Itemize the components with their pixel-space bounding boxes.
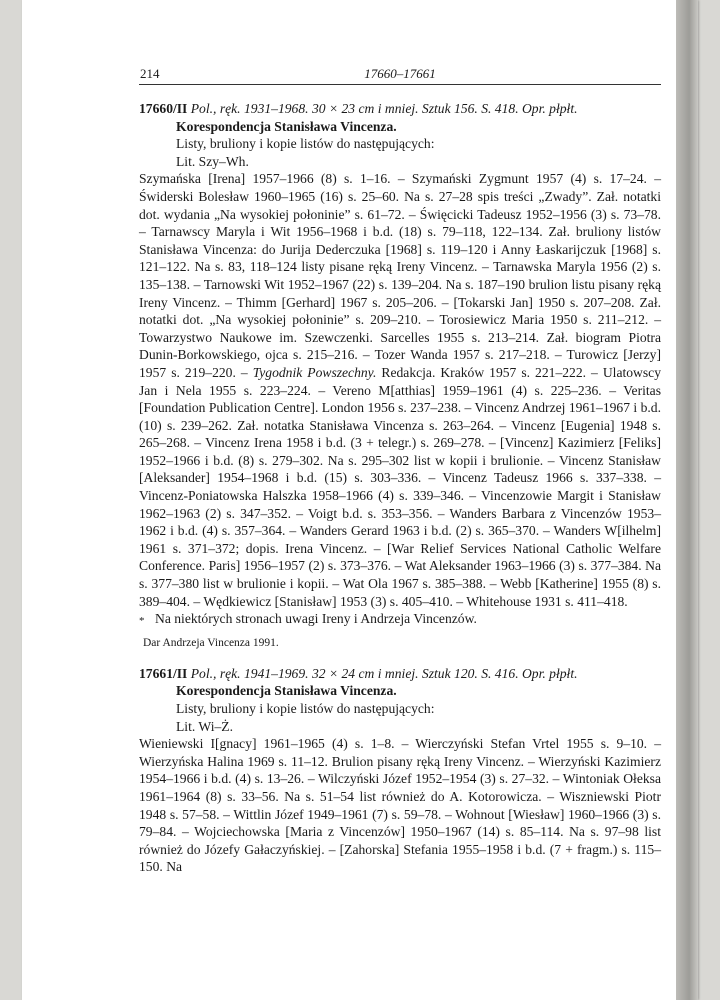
note-mark: *	[139, 615, 145, 628]
catalog-entry-17660	[139, 100, 661, 651]
running-header	[139, 66, 661, 85]
entry-subtitle: Listy, bruliony i kopie listów do następujących:	[176, 136, 435, 152]
entry-letter-range: Lit. Wi–Ż.	[176, 718, 233, 734]
entry-description: Szymańska [Irena] 1957–1966 (8) s. 1–16. – Szymański Zygmunt 1957 (4) s. 17–24. – Świderski Bolesław 1960–1965 (16) s. 25–60. Na s. 27–28 spis treści „Zwady”. Zał. notatki dot. wydania „Na wysokiej połoninie” s. 61–72. – Święcicki Tadeusz 1952–1956 (3) s. 73–78. – Tarnawscy Maryla i Wit 1956–1968 i b.d. (18) s. 79–118, 122–134. Zał. bruliony listów Stanisława Vincenza: do Jurija Dederczuka [1968] s. 119–120 i Anny Łaskarijczuk [1968] s. 121–122. Na s. 83, 118–124 listy pisane ręką Ireny Vincenz. – Tarnawska Maryla 1956 (2) s. 135–138. – Tarnowski Wit 1952–1967 (22) s. 139–204. Na s. 187–190 brulion listu pisany ręką Ireny Vincenz. – Thimm [Gerhard] 1967 s. 205–206. – [Tokarski Jan] 1950 s. 207–208. Zał. notatki dot. „Na wysokiej połoninie” s. 209–210. – Torosiewicz Maria 1950 s. 211–212. – Towarzystwo Naukowe im. Szewczenki. Sarcelles 1955 s. 213–214. Zał. biogram Piotra Dunin-Borkowskiego, ojca s. 215–216. – Tozer Wanda 1957 s. 217–218. – Turowicz [Jerzy] 1957 s. 219–220. – Tygodnik Powszechny. Redakcja. Kraków 1957 s. 221–222. – Ulatowscy Jan i Nela 1955 s. 223–224. – Vereno M[atthias] 1959–1961 (4) s. 225–236. – Veritas [Foundation Publication Centre]. London 1956 s. 237–238. – Vincenz Andrzej 1961–1967 i b.d. (10) s. 239–262. Zał. notatka Stanisława Vincenza s. 263–264. – Vincenz [Eugenia] 1948 s. 265–268. – Vincenz Irena 1958 i b.d. (3 + telegr.) s. 269–278. – [Vincenz] Kazimierz [Feliks] 1952–1966 i b.d. (8) s. 279–302. Na s. 295–302 list w kopii i brulionie. – Vincenz Stanisław [Aleksander] 1954–1968 i b.d. (15) s. 303–336. – Vincenz Tadeusz 1966 s. 337–338. – Vincenz-Poniatowska Halszka 1958–1966 (4) s. 339–346. – Vincenzowie Margit i Stanisław 1962–1963 (2) s. 347–352. – Voigt b.d. s. 353–356. – Wanders Barbara z Vincenzów 1953–1962 i b.d. (4) s. 357–364. – Wanders Gerard 1963 i b.d. (2) s. 365–370. – Wanders W[ilhelm] 1961 s. 371–372; dopis. Irena Vincenz. – [War Relief Services National Catholic Welfare Conference. Paris] 1956–1957 (2) s. 373–376. – Wat Aleksander 1963–1966 (3) s. 377–384. Na s. 377–380 list w brulionie i kopii. – Wat Ola 1967 s. 385–388. – Webb [Katherine] 1955 (8) s. 389–404. – Wędkiewicz [Stanisław] 1953 (3) s. 405–410. – Whitehouse 1931 s. 411–418.	[139, 171, 661, 609]
entry-signature: 17661/II	[139, 665, 188, 681]
page-edge	[676, 0, 698, 1000]
entry-range: 17660–17661	[364, 66, 436, 81]
entry-metadata: Pol., ręk. 1941–1969. 32 × 24 cm i mniej. Sztuk 120. S. 416. Opr. płpłt.	[190, 665, 578, 681]
entry-title: Korespondencja Stanisława Vincenza.	[176, 118, 397, 134]
entry-provenance: Dar Andrzeja Vincenza 1991.	[143, 636, 279, 649]
document-page	[22, 0, 698, 1000]
entry-signature: 17660/II	[139, 101, 188, 116]
page-content	[139, 100, 661, 876]
entry-subtitle: Listy, bruliony i kopie listów do następujących:	[176, 701, 435, 716]
journal-title: Tygodnik Powszechny.	[252, 364, 377, 380]
page-number: 214	[140, 66, 160, 81]
entry-note: * Na niektórych stronach uwagi Ireny i Andrzeja Vincenzów.	[139, 610, 661, 628]
catalog-entry-17661	[139, 665, 661, 876]
entry-letter-range: Lit. Szy–Wh.	[176, 153, 249, 169]
entry-title: Korespondencja Stanisława Vincenza.	[176, 683, 397, 699]
entry-description: Wieniewski I[gnacy] 1961–1965 (4) s. 1–8. – Wierczyński Stefan Vrtel 1955 s. 9–10. – Wierzyńska Halina 1969 s. 11–12. Brulion pisany ręką Ireny Vincenz. – Wierzyński Kazimierz 1954–1966 i b.d. (4) s. 13–26. – Wilczyński Józef 1952–1954 (3) s. 27–32. – Wintoniak Ołeksa 1961–1964 (8) s. 33–56. Na s. 51–54 list również do A. Kotorowicza. – Wiszniewski Piotr 1948 s. 57–58. – Wittlin Józef 1949–1961 (7) s. 59–78. – Wohnout [Wiesław] 1960–1966 (3) s. 79–84. – Wojciechowska [Maria z Vincenzów] 1950–1967 (14) s. 85–114. Na s. 97–98 list również do Józefy Gałaczyńskiej. – [Zahorska] Stefania 1955–1958 i b.d. (7 + fragm.) s. 115–150. Na	[139, 736, 661, 875]
entry-metadata: Pol., ręk. 1931–1968. 30 × 23 cm i mniej. Sztuk 156. S. 418. Opr. płpłt.	[190, 101, 578, 116]
